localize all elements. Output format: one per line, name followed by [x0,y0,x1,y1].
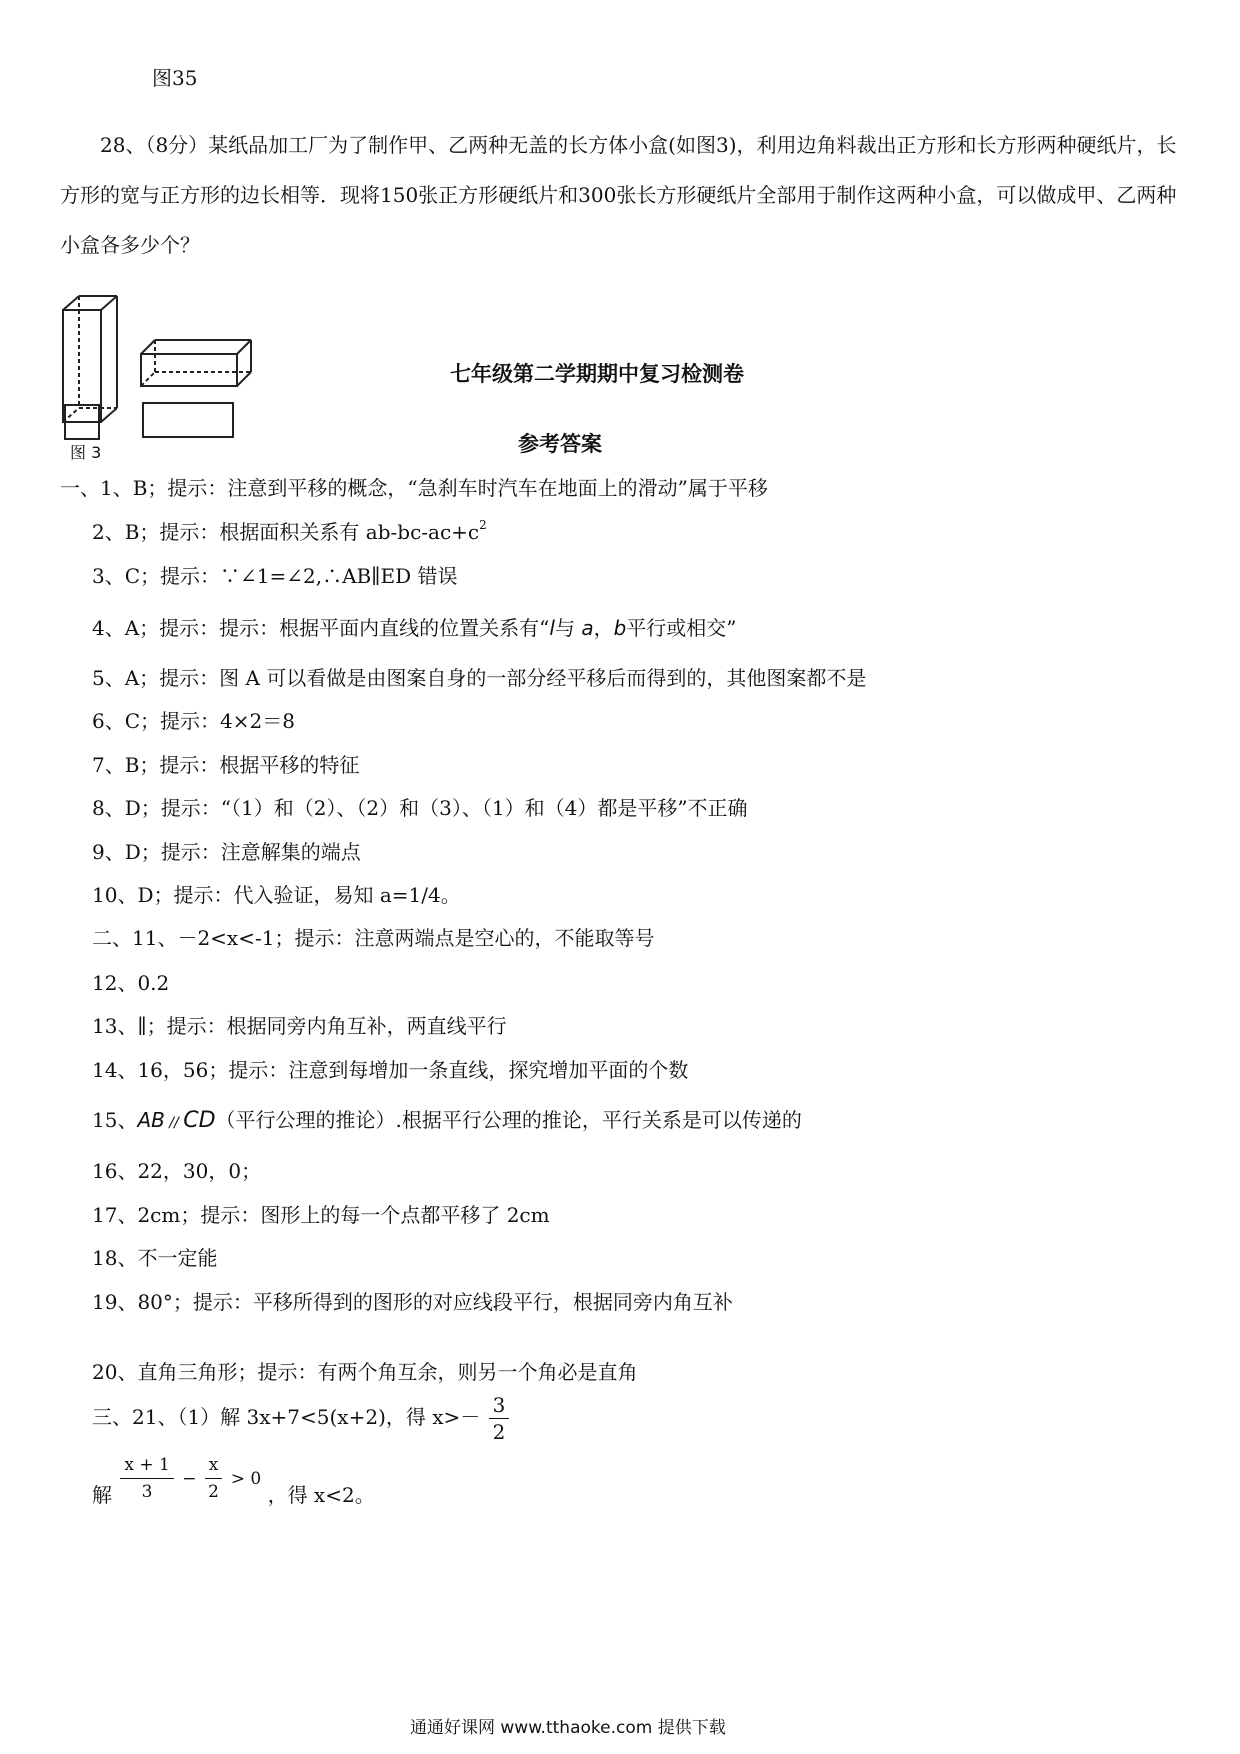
answer-7: 7、B；提示：根据平移的特征 [92,753,360,777]
answer-10: 10、D；提示：代入验证，易知 a=1/4。 [92,883,461,907]
answer-4-mid: 与 [554,616,582,640]
answer-18: 18、不一定能 [92,1246,218,1270]
answer-5: 5、A；提示：图 A 可以看做是由图案自身的一部分经平移后而得到的，其他图案都不是 [92,666,867,690]
answer-15-parallel: // [164,1115,184,1131]
answer-15 [92,1104,802,1133]
minus-sign: − [182,1469,197,1489]
answer-2-text: 2、B；提示：根据面积关系有 ab-bc-ac+c [92,520,480,544]
figure-caption: 图35 [152,66,198,90]
page-subtitle: 参考答案 [518,432,602,456]
answer-15-ab: AB [137,1108,165,1132]
tall-box-drawing [63,296,117,422]
page-footer: 通通好课网 www.tthaoke.com 提供下载 [410,1718,726,1738]
answer-11: 二、11、－2<x<-1；提示：注意两端点是空心的，不能取等号 [92,926,655,950]
answer-20: 20、直角三角形；提示：有两个角互余，则另一个角必是直角 [92,1360,638,1384]
answer-4-comma: ， [593,616,614,640]
figure-3-label: 图 3 [70,443,102,462]
answer-6: 6、C；提示：4×2＝8 [92,709,295,733]
answer-9: 9、D；提示：注意解集的端点 [92,840,361,864]
fraction-denominator: 2 [492,1420,506,1444]
answer-13: 13、∥；提示：根据同旁内角互补，两直线平行 [92,1014,507,1038]
answer-4-a: a [581,616,594,640]
answer-4-l: l [549,616,555,640]
rectangle-base [143,403,233,437]
answer-21-text: 三、21、（1）解 3x+7<5(x+2)，得 x>－ [92,1405,481,1429]
answer-2 [92,516,487,545]
answer-21-part1 [92,1392,511,1445]
fraction-numerator: x [205,1452,223,1479]
answer-15-cd: CD [183,1108,216,1133]
answer-2-exponent: 2 [479,518,487,532]
answer-14: 14、16，56；提示：注意到每增加一条直线，探究增加平面的个数 [92,1058,689,1082]
question-28-text: 28、（8分）某纸品加工厂为了制作甲、乙两种无盖的长方体小盒(如图3)，利用边角料裁出正方形和长方形两种硬纸片，长方形的宽与正方形的边长相等．现将150张正方形硬纸片和300张长方形硬纸片全部用于制作这两种小盒，可以做成甲、乙两种小盒各多少个？ [60,133,1177,257]
answer-1: 一、1、B；提示：注意到平移的概念，“急刹车时汽车在地面上的滑动”属于平移 [60,476,768,500]
fraction-denominator: 3 [141,1482,153,1502]
answer-3: 3、C；提示：∵∠1=∠2,∴AB∥ED 错误 [92,564,458,588]
greater-than-zero: > 0 [230,1469,262,1489]
answer-21b-post: ，得 x<2。 [267,1483,375,1507]
answer-4-b: b [613,616,627,640]
answer-8: 8、D；提示：“（1）和（2）、（2）和（3）、（1）和（4）都是平移”不正确 [92,796,748,820]
box-figure [55,290,265,465]
fraction-numerator: x + 1 [120,1452,173,1479]
answer-4-post: 平行或相交” [626,616,737,640]
question-28 [60,120,1190,270]
wide-box-drawing [141,340,251,386]
fraction-3-2 [489,1392,510,1445]
answer-19: 19、80°；提示：平移所得到的图形的对应线段平行，根据同旁内角互补 [92,1290,733,1314]
page-title: 七年级第二学期期中复习检测卷 [450,362,744,386]
answer-16: 16、22，30，0； [92,1159,262,1183]
fraction-denominator: 2 [208,1482,219,1502]
answer-21b-pre: 解 [92,1483,112,1507]
answer-21-part2 [92,1452,375,1508]
answer-4-pre: 4、A；提示：提示：根据平面内直线的位置关系有“ [92,616,550,640]
fraction-x-plus-1-over-3 [120,1452,173,1505]
answer-15-pre: 15、 [92,1108,138,1132]
fraction-x-over-2 [205,1452,223,1505]
answer-15-post: （平行公理的推论）.根据平行公理的推论，平行关系是可以传递的 [215,1108,802,1132]
answer-12: 12、0.2 [92,971,170,995]
fraction-numerator: 3 [489,1392,510,1419]
answer-17: 17、2cm；提示：图形上的每一个点都平移了 2cm [92,1203,550,1227]
answer-4 [92,612,737,641]
